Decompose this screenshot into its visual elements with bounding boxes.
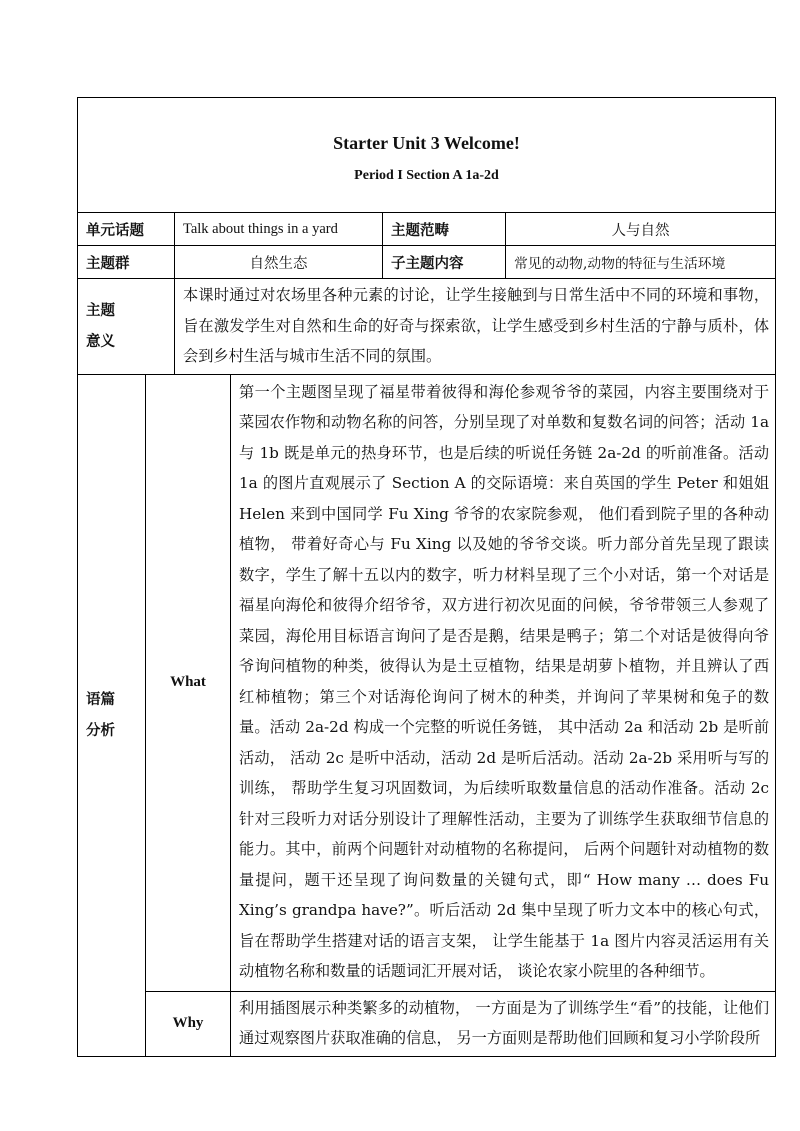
what-text: 第一个主题图呈现了福星带着彼得和海伦参观爷爷的菜园，内容主要围绕对于菜园农作物和动物名称的问答，分别呈现了对单数和复数名词的问答；活动 1a 与 1b 既是单元的热身环节，也是后续的听说任务链 2a-2d 的听前准备。活动 1a 的图片直观展示了 Section A 的交际语境：来自英国的学生 Peter 和姐姐 Helen 来到中国同学 Fu Xing 爷爷的农家院参观， 他们看到院子里的各种动植物， 带着好奇心与 Fu Xing 以及她的爷爷交谈。听力部分首先呈现了跟读数字，学生了解十五以内的数字，听力材料呈现了三个小对话，第一个对话是福星向海伦和彼得介绍爷爷，双方进行初次见面的问候，爷爷带领三人参观了菜园，海伦用目标语言询问了是否是鹅，结果是鸭子；第二个对话是彼得向爷爷询问植物的种类，彼得认为是土豆植物，结果是胡萝卜植物，并且辨认了西红柿植物；第三个对话海伦询问了树木的种类，并询问了苹果树和兔子的数量。活动 2a-2d 构成一个完整的听说任务链， 其中活动 2a 和活动 2b 是听前活动， 活动 2c 是听中活动，活动 2d 是听后活动。活动 2a-2b 采用听与写的训练， 帮助学生复习巩固数词，为后续听取数量信息的活动作准备。活动 2c 针对三段听力对话分别设计了理解性活动，主要为了训练学生获取细节信息的能力。其中，前两个问题针对动植物的名称提问， 后两个问题针对动植物的数量提问，题干还呈现了询问数量的关键句式，即“ How many … does Fu Xing’s grandpa have?”。听后活动 2d 集中呈现了听力文本中的核心句式，旨在帮助学生搭建对话的语言支架， 让学生能基于 1a 图片内容灵活运用有关动植物名称和数量的话题词汇开展对话， 谈论农家小院里的各种细节。	[231, 374, 776, 991]
what-label: What	[146, 374, 231, 991]
page-title: Starter Unit 3 Welcome!	[333, 132, 520, 153]
theme-category-value: 人与自然	[506, 213, 776, 246]
discourse-analysis-label-line1: 语篇	[86, 691, 115, 708]
page-subtitle: Period I Section A 1a-2d	[354, 167, 499, 183]
theme-group-label: 主题群	[78, 246, 175, 279]
unit-topic-label: 单元话题	[78, 213, 175, 246]
title-cell	[78, 98, 776, 213]
why-label: Why	[146, 991, 231, 1056]
theme-meaning-label-line1: 主题	[86, 302, 115, 320]
unit-topic-value: Talk about things in a yard	[175, 213, 383, 246]
sub-theme-value: 常见的动物,动物的特征与生活环境	[506, 246, 776, 279]
why-text: 利用插图展示种类繁多的动植物， 一方面是为了训练学生“看”的技能，让他们通过观察图片获取准确的信息， 另一方面则是帮助他们回顾和复习小学阶段所	[231, 991, 776, 1056]
theme-meaning-label	[78, 279, 175, 375]
theme-meaning-text: 本课时通过对农场里各种元素的讨论，让学生接触到与日常生活中不同的环境和事物，旨在激发学生对自然和生命的好奇与探索欲，让学生感受到乡村生活的宁静与质朴，体会到乡村生活与城市生活不同的氛围。	[175, 279, 776, 375]
theme-meaning-label-line2: 意义	[86, 333, 115, 351]
theme-category-label: 主题范畴	[383, 213, 506, 246]
discourse-analysis-label-line2: 分析	[86, 722, 115, 739]
sub-theme-label: 子主题内容	[383, 246, 506, 279]
theme-group-value: 自然生态	[175, 246, 383, 279]
lesson-plan-table	[77, 97, 776, 1057]
discourse-analysis-label	[78, 374, 146, 1056]
